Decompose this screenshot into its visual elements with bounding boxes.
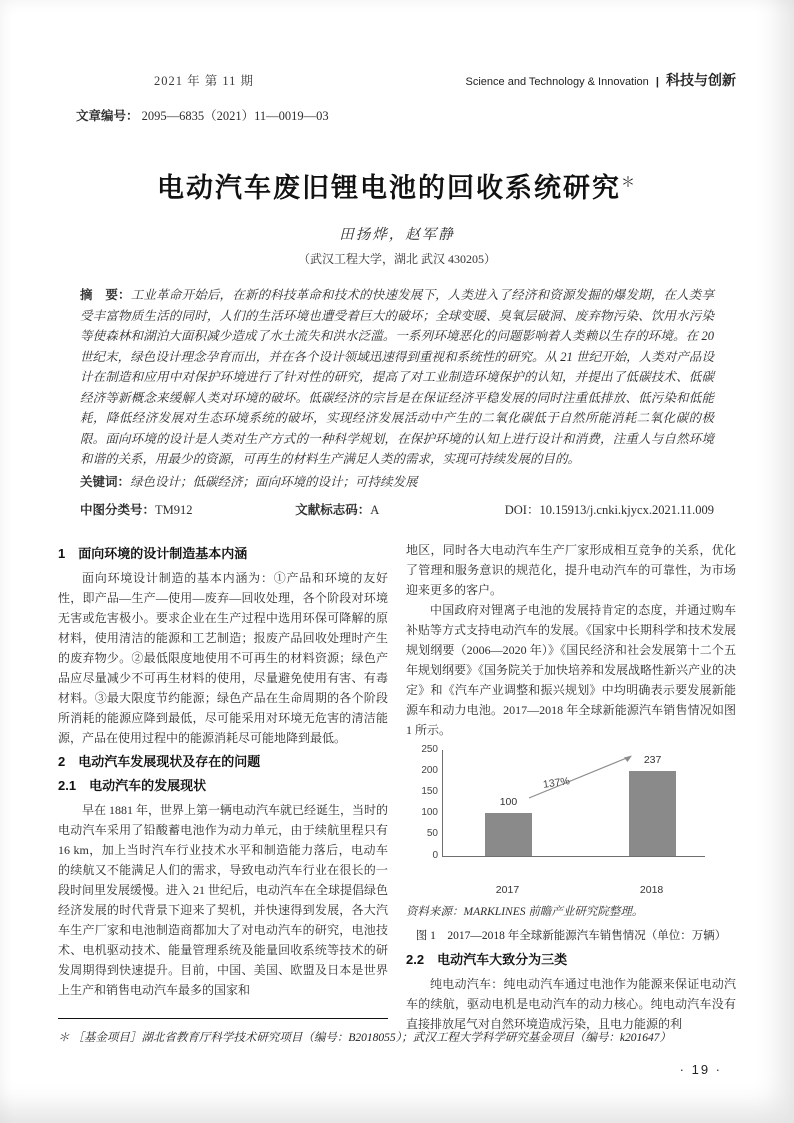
figure-caption: 图 1 2017—2018 年全球新能源汽车销售情况（单位：万辆） [415, 929, 727, 942]
section-heading-1: 1 面向环境的设计制造基本内涵 [58, 545, 248, 561]
article-number-value: 2095—6835（2021）11—0019—03 [141, 109, 329, 123]
abstract-label: 摘 要： [80, 288, 131, 302]
y-tick-label: 100 [421, 807, 438, 819]
paragraph-s21-2: 中国政府对锂离子电池的发展持肯定的态度，并通过购车补贴等方式支持电动汽车的发展。《国家中长期科学和技术发展规划纲要（2006—2020 年）》《国民经济和社会发展第十二个五年规划纲要》《国务院关于加快培养和发展战略性新兴产业的决定》和《汽车产业调整和振兴规划》中均明确表示要发展新能源车和动力电池。2017—2018 年全球新能源汽车销售情况如图 1 所示。 [406, 602, 737, 737]
page-number: · 19 · [679, 1062, 722, 1077]
document-code: 文献标志码：A [295, 502, 380, 517]
doi: DOI：10.15913/j.cnki.kjycx.2021.11.009 [504, 502, 714, 517]
section-heading-2: 2 电动汽车发展现状及存在的问题 [58, 753, 261, 769]
bar-group-2017 [485, 750, 532, 856]
authors: 田扬烨，赵军静 [339, 227, 455, 243]
section-heading-2-1: 2.1 电动汽车的发展现状 [58, 777, 207, 793]
abstract-text: 工业革命开始后，在新的科技革命和技术的快速发展下，人类进入了经济和资源发掘的爆发期，在人类享受丰富物质生活的同时，人们的生活环境也遭受着巨大的破坏；全球变暖、臭氧层破洞、废弃物污染、饮用水污染等使森林和湖泊大面积减少造成了水土流失和洪水泛滥。一系列环境恶化的问题影响着人类赖以生存的环境。在 20 世纪末，绿色设计理念孕育而出，并在各个设计领域迅速得到重视和系统性的研究。从 21 世纪开始，人类对产品设计在制造和应用中对保护环境进行了针对性的研究，提高了对工业制造环境保护的认知，并提出了低碳技术、低碳经济等新概念来缓解人类对环境的破坏。低碳经济的宗旨是在保证经济平稳发展的同时注重低排放、低污染和低能耗，降低经济发展对生态环境系统的破坏，实现经济发展活动中产生的二氧化碳低于自然所能消耗二氧化碳的极限。面向环境的设计是人类对生产方式的一种科学规划，在保护环境的认知上进行设计和消费，注重人与自然环境和谐的关系，用最少的资源，可再生的材料生产满足人类的需求，实现可持续发展的目的。 [80, 288, 714, 466]
right-column [406, 540, 736, 1034]
bar-group-2018 [629, 750, 676, 856]
growth-annotation: 137% [541, 775, 571, 791]
y-tick-label: 0 [432, 849, 438, 861]
bar-2017 [485, 813, 532, 855]
x-tick-label-2018: 2018 [639, 883, 664, 896]
paper-page [58, 0, 736, 1034]
paragraph-s1: 面向环境设计制造的基本内涵为：①产品和环境的友好性，即产品—生产—使用—废弃—回收处理，各个阶段对环境无害或危害极小。要求企业在生产过程中选用环保可降解的原材料，使用清洁的能源和工艺制造；报废产品回收处理时产生的废弃物少。②最低限度地使用不可再生的材料资源；绿色产品应尽量减少不可再生材料的使用，尽量避免使用有害、有毒材料。③最大限度节约能源；绿色产品在生命周期的各个阶段所消耗的能源应降到最低，尽可能采用对环境无危害的清洁能源，产品在使用过程中的能源消耗尽可能地降到最低。 [58, 570, 388, 745]
x-tick-label-2017: 2017 [495, 883, 520, 896]
keywords [80, 472, 714, 492]
footnote-text: ＊ ［基金项目］湖北省教育厅科学技术研究项目（编号：B2018055）；武汉工程大学科学研究基金项目（编号：k201647） [58, 1032, 671, 1044]
keywords-text: 绿色设计；低碳经济；面向环境的设计；可持续发展 [130, 474, 418, 489]
paragraph-s21-continued: 地区，同时各大电动汽车生产厂家形成相互竞争的关系，优化了管理和服务意识的规范化，提升电动汽车的可靠性，为市场迎来更多的客户。 [406, 542, 736, 597]
figure-1 [406, 743, 736, 946]
y-axis [412, 743, 442, 861]
plot-area [442, 750, 705, 857]
keywords-label: 关键词： [80, 474, 131, 489]
footnote-area [58, 1018, 736, 1077]
bar-value-2018: 237 [643, 753, 662, 766]
section-heading-2-2: 2.2 电动汽车大致分为三类 [406, 951, 568, 967]
issue-label: 2021 年 第 11 期 [154, 74, 255, 88]
y-tick-label: 200 [421, 764, 438, 776]
footnote-divider [58, 1018, 388, 1019]
article-number-label: 文章编号： [76, 109, 139, 123]
bar-chart [412, 743, 736, 878]
journal-name-divider: | [655, 76, 659, 88]
journal-name [466, 70, 736, 90]
paragraph-s21: 早在 1881 年，世界上第一辆电动汽车就已经诞生，当时的电动汽车采用了铅酸蓄电池作为动力单元，由于续航里程只有 16 km，加上当时汽车行业技术水平和制造能力落后，电动车的续航又不能满足人们的需求，导致电动汽车行业在很长的一段时间里发展缓慢。进入 21 世纪后，电动汽车在全球提倡绿色经济发展的时代背景下迎来了契机，并快速得到发展，各大汽车生产厂家和电池制造商都加大了对电动汽车的研究，电池技术、电机驱动技术、能量管理系统及能量回收系统等技术的研发周期得到快速提升。目前，中国、美国、欧盟及日本是世界上生产和销售电动汽车最多的国家和 [58, 802, 389, 997]
bar-2018 [629, 771, 676, 856]
body-columns [58, 540, 736, 1034]
meta-row [80, 500, 714, 518]
paragraph-s22: 纯电动汽车：纯电动汽车通过电池作为能源来保证电动汽车的续航，驱动电机是电动汽车的动力核心。纯电动汽车没有直接排放尾气对自然环境造成污染，且电力能源的利 [406, 976, 736, 1031]
paper-title: 电动汽车废旧锂电池的回收系统研究＊ [157, 173, 637, 203]
article-number-line [76, 106, 736, 124]
page-header [58, 70, 736, 90]
x-axis [442, 878, 704, 894]
affiliation: （武汉工程大学，湖北 武汉 430205） [297, 252, 496, 266]
y-tick-label: 50 [426, 828, 438, 840]
bar-value-2017: 100 [499, 796, 518, 809]
figure-source: 资料来源：MARKLINES 前瞻产业研究院整理。 [406, 905, 644, 918]
left-column [58, 540, 388, 1034]
y-tick-label: 250 [421, 743, 438, 755]
journal-name-en: Science and Technology & Innovation [465, 76, 649, 88]
clc-number: 中图分类号：TM912 [80, 502, 193, 517]
journal-name-cn: 科技与创新 [666, 72, 736, 88]
y-tick-label: 150 [421, 785, 438, 797]
title-footnote-mark: ＊ [621, 174, 637, 190]
abstract [80, 285, 714, 470]
